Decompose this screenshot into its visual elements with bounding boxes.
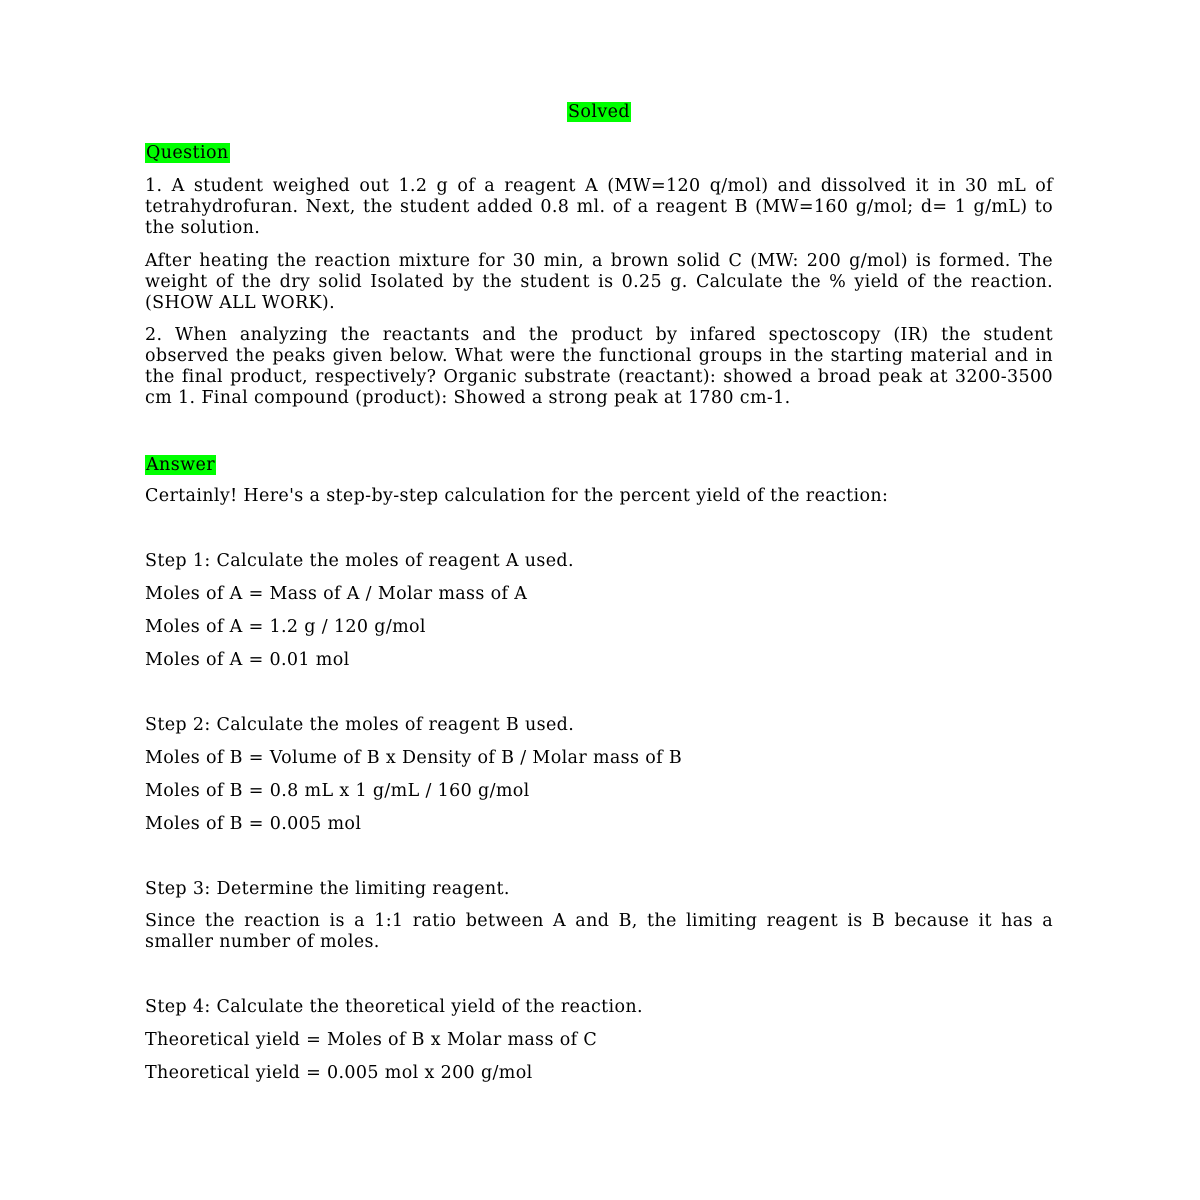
step4-line-1: Theoretical yield = Moles of B x Molar mass of C: [145, 1030, 598, 1050]
document-title: Solved: [568, 102, 630, 122]
step2-heading: Step 2: Calculate the moles of reagent B used.: [145, 715, 575, 735]
step2-line-3: Moles of B = 0.005 mol: [145, 814, 362, 834]
step2-line-1: Moles of B = Volume of B x Density of B / Molar mass of B: [145, 748, 683, 768]
question-paragraph-2: After heating the reaction mixture for 30 min, a brown solid C (MW: 200 g/mol) is formed. The weight of the dry solid Isolated by the student is 0.25 g. Calculate the % yield of the reaction. (SHOW ALL WORK).: [145, 251, 1053, 313]
step1-heading: Step 1: Calculate the moles of reagent A used.: [145, 551, 574, 571]
answer-intro: Certainly! Here's a step-by-step calculation for the percent yield of the reaction:: [145, 486, 889, 506]
step2-line-2: Moles of B = 0.8 mL x 1 g/mL / 160 g/mol: [145, 781, 530, 801]
step1-line-3: Moles of A = 0.01 mol: [145, 650, 350, 670]
answer-label: Answer: [146, 455, 215, 475]
question-paragraph-3: 2. When analyzing the reactants and the product by infared spectoscopy (IR) the student observed the peaks given below. What were the functional groups in the starting material and in the final product, respectively? Organic substrate (reactant): showed a broad peak at 3200-3500 cm 1. Final compound (product): Showed a strong peak at 1780 cm-1.: [145, 325, 1053, 408]
document-page: [145, 100, 1053, 1084]
step4-line-2: Theoretical yield = 0.005 mol x 200 g/mol: [145, 1063, 533, 1083]
step1-line-2: Moles of A = 1.2 g / 120 g/mol: [145, 617, 426, 637]
question-label: Question: [146, 143, 229, 163]
step3-text: Since the reaction is a 1:1 ratio between A and B, the limiting reagent is B because it has a smaller number of moles.: [145, 911, 1053, 952]
question-label-row: [145, 141, 1053, 165]
title-row: [145, 100, 1053, 126]
step1-line-1: Moles of A = Mass of A / Molar mass of A: [145, 584, 528, 604]
step4-heading: Step 4: Calculate the theoretical yield of the reaction.: [145, 997, 643, 1017]
step3-heading: Step 3: Determine the limiting reagent.: [145, 879, 510, 899]
question-paragraph-1: 1. A student weighed out 1.2 g of a reagent A (MW=120 q/mol) and dissolved it in 30 mL of tetrahydrofuran. Next, the student added 0.8 ml. of a reagent B (MW=160 g/mol; d= 1 g/mL) to the solution.: [145, 176, 1053, 238]
answer-label-row: [145, 453, 1053, 477]
